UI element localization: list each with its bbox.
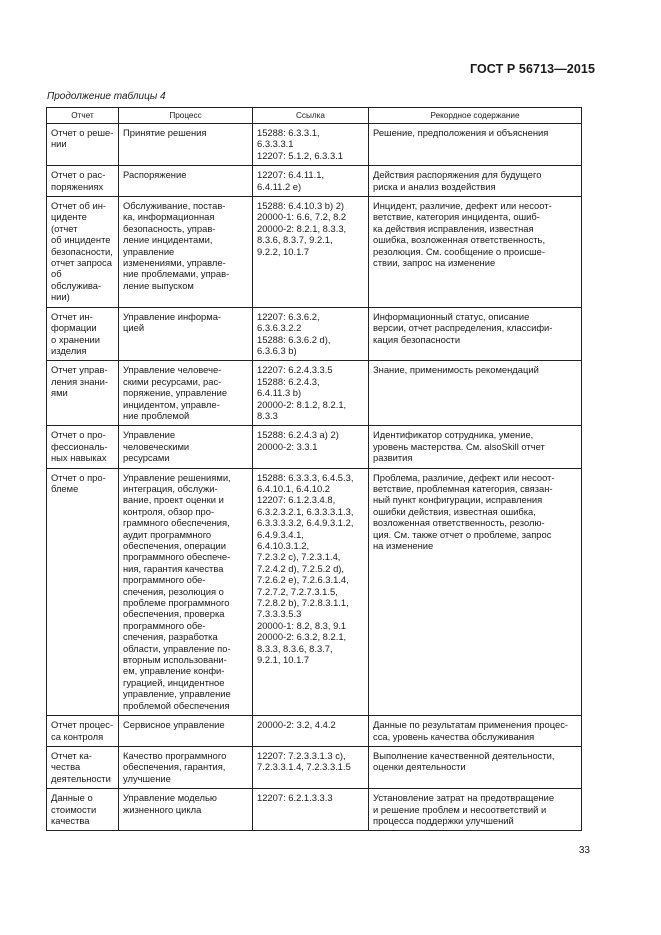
cell-report: Отчет о рас- поряжениях xyxy=(47,166,119,197)
column-header-content: Рекордное содержание xyxy=(369,108,582,124)
cell-report: Отчет управ- ления знани- ями xyxy=(47,361,119,426)
table-header-row xyxy=(47,108,582,124)
cell-process: Сервисное управление xyxy=(119,716,253,747)
page-number: 33 xyxy=(578,845,590,856)
cell-report: Отчет о про- блеме xyxy=(47,468,119,716)
cell-process: Управление информа- цией xyxy=(119,307,253,361)
cell-reference: 15288: 6.2.4.3 a) 2) 20000-2: 3.3.1 xyxy=(253,426,369,468)
document-standard-id: ГОСТ Р 56713—2015 xyxy=(469,62,595,76)
table-row xyxy=(47,361,582,426)
cell-process: Управление человеческими ресурсами xyxy=(119,426,253,468)
cell-process: Управление человече- скими ресурсами, рас- поряжение, управление инцидентом, управле- ние проблемой xyxy=(119,361,253,426)
table-row xyxy=(47,746,582,788)
cell-reference: 12207: 7.2.3.3.1.3 c), 7.2.3.3.1.4, 7.2.3.3.1.5 xyxy=(253,746,369,788)
cell-content: Идентификатор сотрудника, умение, уровень мастерства. См. alsoSkill отчет развития xyxy=(369,426,582,468)
records-table xyxy=(46,107,582,831)
table-row xyxy=(47,789,582,831)
cell-report: Отчет о про- фессиональ- ных навыках xyxy=(47,426,119,468)
cell-process: Принятие решения xyxy=(119,124,253,166)
cell-report: Данные о стоимости качества xyxy=(47,789,119,831)
cell-process: Обслуживание, постав- ка, информационная безопасность, управ- ление инцидентами, управление изменениями, управле- ние проблемами, управ- ление выпуском xyxy=(119,197,253,308)
table-row xyxy=(47,124,582,166)
cell-content: Информационный статус, описание версии, отчет распределения, классифи- кация безопасности xyxy=(369,307,582,361)
cell-process: Управление моделью жизненного цикла xyxy=(119,789,253,831)
cell-content: Установление затрат на предотвращение и решение проблем и несоответствий и процесса поддержки улучшений xyxy=(369,789,582,831)
table-row xyxy=(47,426,582,468)
cell-content: Данные по результатам применения процес- сса, уровень качества обслуживания xyxy=(369,716,582,747)
table-row xyxy=(47,197,582,308)
cell-report: Отчет процес- са контроля xyxy=(47,716,119,747)
cell-process: Распоряжение xyxy=(119,166,253,197)
cell-content: Проблема, различие, дефект или несоот- ветствие, проблемная категория, связан- ный пункт конфигурации, исправления ошибки действия, известная ошибка, возложенная ответственность, резолю- ция. См. также отчет о проблеме, запрос на изменение xyxy=(369,468,582,716)
table-row xyxy=(47,307,582,361)
cell-report: Отчет об ин- циденте (отчет об инциденте безопасности, отчет запроса об обслужива- нии) xyxy=(47,197,119,308)
cell-report: Отчет ка- чества деятельности xyxy=(47,746,119,788)
cell-reference: 15288: 6.3.3.1, 6.3.3.3.1 12207: 5.1.2, 6.3.3.1 xyxy=(253,124,369,166)
cell-reference: 12207: 6.2.4.3.3.5 15288: 6.2.4.3, 6.4.11.3 b) 20000-2: 8.1.2, 8.2.1, 8.3.3 xyxy=(253,361,369,426)
cell-content: Знание, применимость рекомендаций xyxy=(369,361,582,426)
table-row xyxy=(47,166,582,197)
cell-reference: 20000-2: 3.2, 4.4.2 xyxy=(253,716,369,747)
cell-content: Действия распоряжения для будущего риска и анализ воздействия xyxy=(369,166,582,197)
cell-content: Решение, предположения и объяснения xyxy=(369,124,582,166)
cell-reference: 12207: 6.2.1.3.3.3 xyxy=(253,789,369,831)
cell-reference: 12207: 6.3.6.2, 6.3.6.3.2.2 15288: 6.3.6.2 d), 6.3.6.3 b) xyxy=(253,307,369,361)
cell-process: Качество программного обеспечения, гарантия, улучшение xyxy=(119,746,253,788)
cell-reference: 15288: 6.4.10.3 b) 2) 20000-1: 6.6, 7.2, 8.2 20000-2: 8.2.1, 8.3.3, 8.3.6, 8.3.7, 9.2.1, 9.2.2, 10.1.7 xyxy=(253,197,369,308)
column-header-reference: Ссылка xyxy=(253,108,369,124)
column-header-report: Отчет xyxy=(47,108,119,124)
cell-reference: 12207: 6.4.11.1, 6.4.11.2 e) xyxy=(253,166,369,197)
cell-content: Выполнение качественной деятельности, оценки деятельности xyxy=(369,746,582,788)
cell-report: Отчет о реше- нии xyxy=(47,124,119,166)
column-header-process: Процесс xyxy=(119,108,253,124)
table-row xyxy=(47,468,582,716)
cell-report: Отчет ин- формации о хранении изделия xyxy=(47,307,119,361)
table-row xyxy=(47,716,582,747)
cell-content: Инцидент, различие, дефект или несоот- ветствие, категория инцидента, ошиб- ка действия исправления, известная ошибка, возложенная ответственность, резолюция. См. сообщение о происше- ствии, запрос на изменение xyxy=(369,197,582,308)
cell-process: Управление решениями, интеграция, обслужи- вание, проект оценки и контроля, обзор про- граммного обеспечения, аудит программного обеспечения, операции программного обеспече- ния, гарантия качества программного обе- спечения, резолюция о проблеме программного обеспечения, проверка программного обе- спечения, разработка области, управление по- вторным использовани- ем, управление конфи- гурацией, инцидентное управление, управление проблемой обеспечения xyxy=(119,468,253,716)
cell-reference: 15288: 6.3.3.3, 6.4.5.3, 6.4.10.1, 6.4.10.2 12207: 6.1.2.3.4.8, 6.3.2.3.2.1, 6.3.3.3.1.3, 6.3.3.3.3.2, 6.4.9.3.1.2, 6.4.9.3.4.1, 6.4.10.3.1.2, 7.2.3.2 c), 7.2.3.1.4, 7.2.4.2 d), 7.2.5.2 d), 7.2.6.2 e), 7.2.6.3.1.4, 7.2.7.2, 7.2.7.3.1.5, 7.2.8.2 b), 7.2.8.3.1.1, 7.3.3.3.5.3 20000-1: 8.2, 8.3, 9.1 20000-2: 6.3.2, 8.2.1, 8.3.3, 8.3.6, 8.3.7, 9.2.1, 10.1.7 xyxy=(253,468,369,716)
table-caption: Продолжение таблицы 4 xyxy=(47,91,166,102)
